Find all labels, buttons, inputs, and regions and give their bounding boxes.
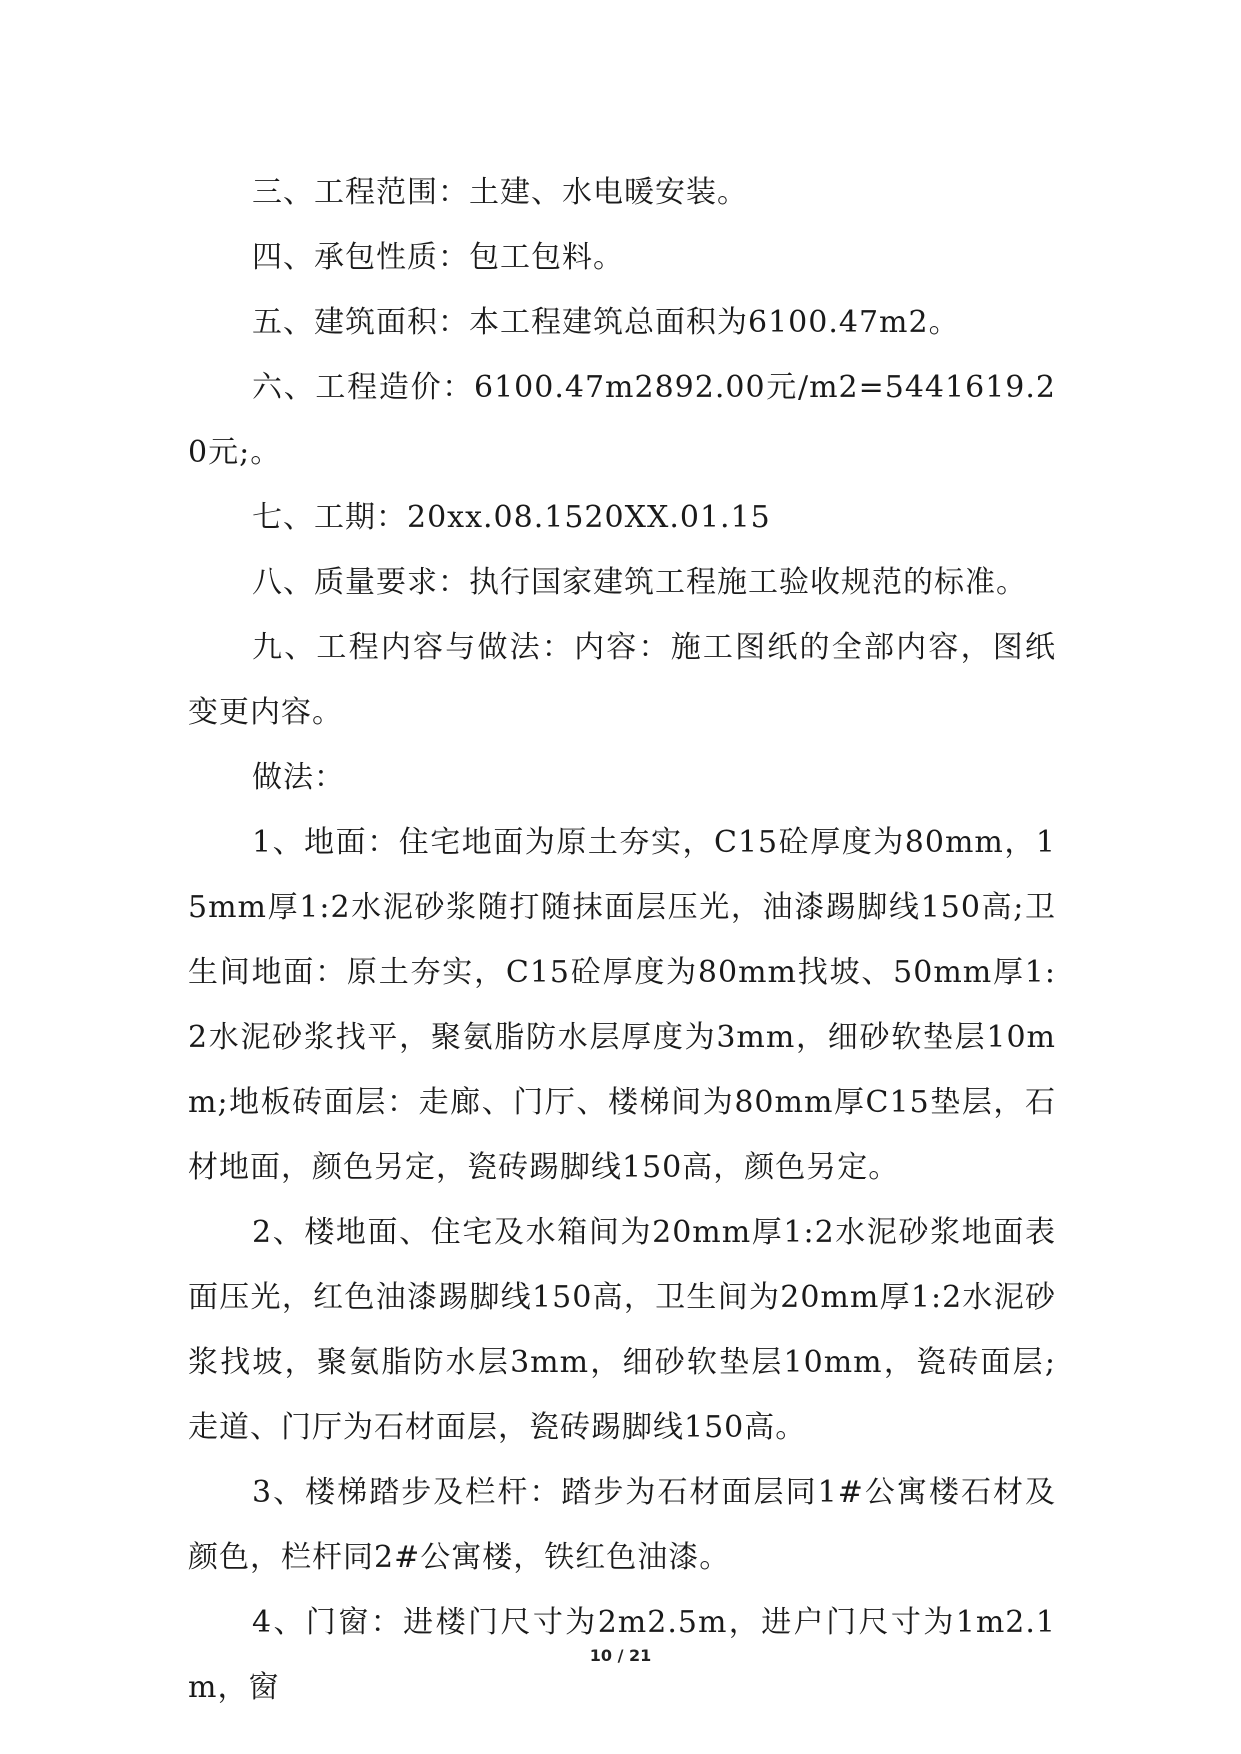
paragraph-scope: 三、工程范围：土建、水电暖安装。 [252, 175, 748, 210]
paragraph-project-cost: 六、工程造价：6100.47m2892.00元/m2=5441619.20元;。 [188, 370, 1056, 470]
paragraph-upper-floors: 2、楼地面、住宅及水箱间为20mm厚1:2水泥砂浆地面表面压光，红色油漆踢脚线150高，卫生间为20mm厚1:2水泥砂浆找坡，聚氨脂防水层3mm，细砂软垫层10mm，瓷砖面层;走道、门厅为石材面层，瓷砖踢脚线150高。 [188, 1215, 1056, 1445]
paragraph-stairs: 3、楼梯踏步及栏杆：踏步为石材面层同1#公寓楼石材及颜色，栏杆同2#公寓楼，铁红色油漆。 [188, 1475, 1056, 1575]
document-body [188, 160, 1056, 1720]
paragraph-quality: 八、质量要求：执行国家建筑工程施工验收规范的标准。 [252, 565, 1027, 600]
paragraph-methods-heading: 做法： [252, 760, 345, 795]
paragraph-doors-windows: 4、门窗：进楼门尺寸为2m2.5m，进户门尺寸为1m2.1m，窗 [188, 1605, 1056, 1705]
paragraph-ground-floor: 1、地面：住宅地面为原土夯实，C15砼厚度为80mm，15mm厚1:2水泥砂浆随打随抹面层压光，油漆踢脚线150高;卫生间地面：原土夯实，C15砼厚度为80mm找坡、50mm厚1:2水泥砂浆找平，聚氨脂防水层厚度为3mm，细砂软垫层10mm;地板砖面层：走廊、门厅、楼梯间为80mm厚C15垫层，石材地面，颜色另定，瓷砖踢脚线150高，颜色另定。 [188, 825, 1056, 1185]
paragraph-building-area: 五、建筑面积：本工程建筑总面积为6100.47m2。 [252, 305, 960, 340]
paragraph-schedule: 七、工期：20xx.08.1520XX.01.15 [252, 500, 771, 535]
page-number: 10 / 21 [589, 1646, 652, 1665]
paragraph-contract-type: 四、承包性质：包工包料。 [252, 240, 624, 275]
paragraph-content: 九、工程内容与做法：内容：施工图纸的全部内容，图纸变更内容。 [188, 630, 1056, 730]
